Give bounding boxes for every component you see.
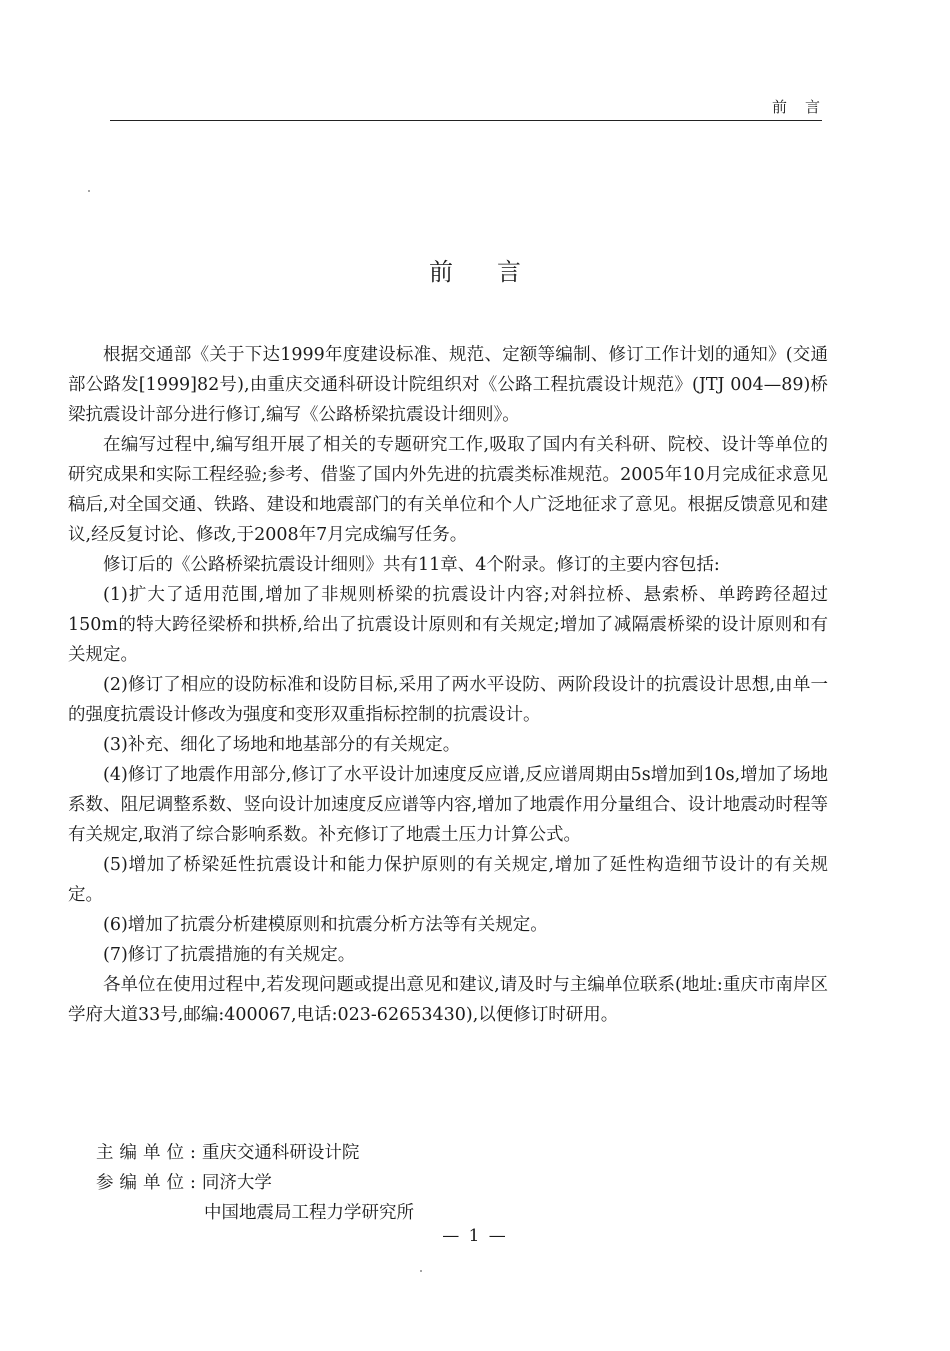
paragraph: (3)补充、细化了场地和地基部分的有关规定。 xyxy=(103,735,461,755)
preface-body xyxy=(68,340,828,1030)
chief-editor-row xyxy=(96,1138,414,1168)
page-number: — 1 — xyxy=(442,1226,508,1246)
paragraph: 各单位在使用过程中,若发现问题或提出意见和建议,请及时与主编单位联系(地址:重庆市南岸区学府大道33号,邮编:400067,电话:023-62653430),以便修订时研用。 xyxy=(68,975,828,1025)
paragraph: 在编写过程中,编写组开展了相关的专题研究工作,吸取了国内有关科研、院校、设计等单位的研究成果和实际工程经验;参考、借鉴了国内外先进的抗震类标准规范。2005年10月完成征求意见稿后,对全国交通、铁路、建设和地震部门的有关单位和个人广泛地征求了意见。根据反馈意见和建议,经反复讨论、修改,于2008年7月完成编写任务。 xyxy=(68,435,828,545)
chief-editor-value: 重庆交通科研设计院 xyxy=(201,1143,360,1163)
page-title: 前言 xyxy=(429,258,565,286)
running-header-title: 前言 xyxy=(771,98,838,116)
scan-speck xyxy=(88,190,90,192)
credits-block xyxy=(96,1138,414,1228)
paragraph: (4)修订了地震作用部分,修订了水平设计加速度反应谱,反应谱周期由5s增加到10s,增加了场地系数、阻尼调整系数、竖向设计加速度反应谱等内容,增加了地震作用分量组合、设计地震动时程等有关规定,取消了综合影响系数。补充修订了地震土压力计算公式。 xyxy=(68,765,828,845)
participant-value: 同济大学 xyxy=(201,1173,272,1193)
participant-label: 参编单位: xyxy=(96,1173,202,1193)
paragraph: (1)扩大了适用范围,增加了非规则桥梁的抗震设计内容;对斜拉桥、悬索桥、单跨跨径超过150m的特大跨径梁桥和拱桥,给出了抗震设计原则和有关规定;增加了减隔震桥梁的设计原则和有关规定。 xyxy=(68,585,828,665)
paragraph: (7)修订了抗震措施的有关规定。 xyxy=(103,945,356,965)
paragraph: (6)增加了抗震分析建模原则和抗震分析方法等有关规定。 xyxy=(103,915,548,935)
paragraph: (2)修订了相应的设防标准和设防目标,采用了两水平设防、两阶段设计的抗震设计思想,由单一的强度抗震设计修改为强度和变形双重指标控制的抗震设计。 xyxy=(68,675,828,725)
paragraph: (5)增加了桥梁延性抗震设计和能力保护原则的有关规定,增加了延性构造细节设计的有关规定。 xyxy=(68,855,828,905)
scan-speck xyxy=(420,1270,422,1272)
participant-value: 中国地震局工程力学研究所 xyxy=(204,1203,414,1223)
chief-editor-label: 主编单位: xyxy=(96,1143,202,1163)
paragraph: 根据交通部《关于下达1999年度建设标准、规范、定额等编制、修订工作计划的通知》(交通部公路发[1999]82号),由重庆交通科研设计院组织对《公路工程抗震设计规范》(JTJ 004—89)桥梁抗震设计部分进行修订,编写《公路桥梁抗震设计细则》。 xyxy=(68,345,828,425)
paragraph: 修订后的《公路桥梁抗震设计细则》共有11章、4个附录。修订的主要内容包括: xyxy=(103,555,720,575)
participant-row xyxy=(96,1168,414,1198)
running-header xyxy=(110,96,838,121)
participant-row xyxy=(96,1198,414,1228)
